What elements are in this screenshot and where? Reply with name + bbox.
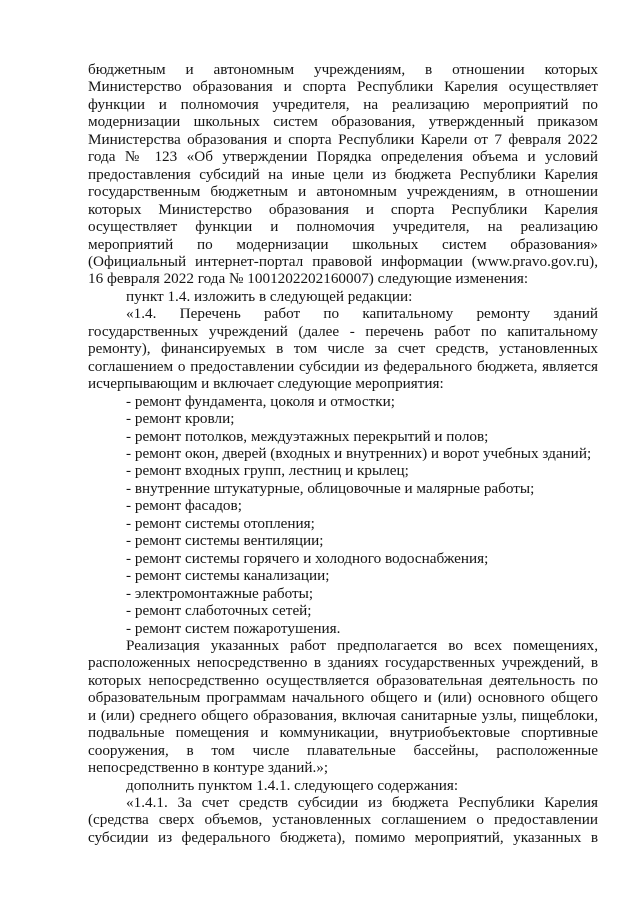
text-line: «1.4. Перечень работ по капитальному ремонту зданий — [126, 305, 598, 323]
text-line: образовательным программам начального общего и (или) основного общего — [88, 689, 598, 707]
text-line: бюджетным и автономным учреждениям, в отношении которых — [88, 61, 598, 78]
work-item: - ремонт систем пожаротушения. — [126, 619, 341, 637]
work-item: - ремонт кровли; — [126, 410, 235, 428]
work-item: - ремонт фасадов; — [126, 497, 242, 515]
work-item: - ремонт системы канализации; — [126, 567, 330, 585]
text-line: осуществляет функции и полномочия учредителя, на реализацию — [88, 218, 598, 236]
text-line: непосредственно в контуре зданий.»; — [88, 759, 329, 777]
text-line: Реализация указанных работ предполагается во всех помещениях, — [126, 636, 598, 654]
document-body — [88, 61, 598, 846]
amendment-instruction-line: пункт 1.4. изложить в следующей редакции: — [126, 287, 413, 305]
text-line: сооружения, в том числе плавательные бассейны, расположенные — [88, 741, 598, 759]
text-line: подвальные помещения и коммуникации, внутриобъектовые спортивные — [88, 724, 598, 742]
text-line: и (или) среднего общего образования, включая санитарные узлы, пищеблоки, — [88, 706, 598, 724]
scope-paragraph — [88, 637, 598, 777]
text-line: Министерство образования и спорта Республики Карелия осуществляет — [88, 78, 598, 96]
works-list — [88, 393, 598, 637]
work-item: - внутренние штукатурные, облицовочные и малярные работы; — [126, 479, 535, 497]
work-item: - электромонтажные работы; — [126, 584, 314, 602]
text-line: предоставления субсидий на иные цели из бюджета Республики Карелия — [88, 165, 598, 183]
text-line: ремонту), финансируемых в том числе за счет средств, установленных — [88, 340, 598, 358]
work-item: - ремонт потолков, междуэтажных перекрытий и полов; — [126, 427, 489, 445]
text-line: (Официальный интернет-портал правовой информации (www.pravo.gov.ru), — [88, 252, 598, 270]
work-item: - ремонт входных групп, лестниц и крылец; — [126, 462, 409, 480]
text-line: которых непосредственно осуществляется образовательная деятельность по — [88, 671, 598, 689]
text-line: мероприятий по модернизации школьных систем образования» — [88, 235, 598, 253]
amendment-1-instruction — [88, 288, 598, 305]
text-line: (средства сверх объемов, установленных соглашением о предоставлении — [88, 811, 598, 829]
work-item: - ремонт окон, дверей (входных и внутренних) и ворот учебных зданий; — [126, 444, 592, 462]
text-line: соглашением о предоставлении субсидии из федерального бюджета, является — [88, 357, 598, 375]
text-line: Министерства образования и спорта Республики Карели от 7 февраля 2022 — [88, 130, 598, 148]
clause-1-4-1-paragraph — [88, 794, 598, 846]
text-line: исчерпывающим и включает следующие мероприятия: — [88, 375, 444, 393]
text-line: государственным бюджетным и автономным учреждениям, в отношении — [88, 183, 598, 201]
work-item: - ремонт системы вентиляции; — [126, 532, 324, 550]
text-line: расположенных непосредственно в зданиях государственных учреждений, в — [88, 654, 598, 672]
text-line: функции и полномочия учредителя, на реализацию мероприятий по — [88, 95, 598, 113]
text-line: 16 февраля 2022 года № 1001202202160007) следующие изменения: — [88, 270, 529, 288]
intro-paragraph — [88, 61, 598, 288]
work-item: - ремонт системы отопления; — [126, 514, 315, 532]
work-item: - ремонт фундамента, цоколя и отмостки; — [126, 392, 395, 410]
amendment-instruction-line: дополнить пунктом 1.4.1. следующего содержания: — [126, 776, 459, 794]
text-line: модернизации школьных систем образования, утвержденный приказом — [88, 113, 598, 131]
text-line: «1.4.1. За счет средств субсидии из бюджета Республики Карелия — [126, 794, 598, 812]
work-item: - ремонт слаботочных сетей; — [126, 602, 312, 620]
work-item: - ремонт системы горячего и холодного водоснабжения; — [126, 549, 489, 567]
text-line: года № 123 «Об утверждении Порядка определения объема и условий — [88, 148, 598, 166]
amendment-2-instruction — [88, 777, 598, 794]
text-line: государственных учреждений (далее - перечень работ по капитальному — [88, 322, 598, 340]
text-line: субсидии из федерального бюджета), помимо мероприятий, указанных в — [88, 828, 598, 846]
text-line: которых Министерство образования и спорта Республики Карелия — [88, 200, 598, 218]
clause-1-4-paragraph — [88, 305, 598, 392]
